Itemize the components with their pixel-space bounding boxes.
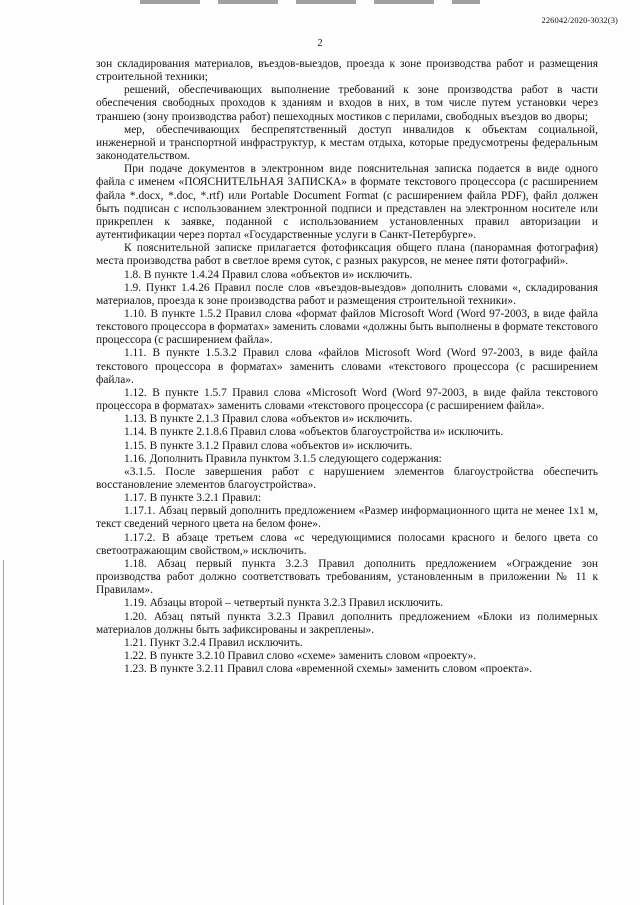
- item-1-17: 1.17. В пункте 3.2.1 Правил:: [124, 492, 262, 505]
- paragraph-photo-fixation: К пояснительной записке прилагается фотофиксация общего плана (панорамная фотография) места производства работ в светлое время суток, с разных ракурсов, не менее пяти фотографий».: [96, 242, 598, 268]
- item-1-15: 1.15. В пункте 3.1.2 Правил слова «объектов и» исключить.: [124, 439, 413, 452]
- scan-artifact-left: [3, 560, 4, 905]
- paragraph-storage-zones: зон складирования материалов, въездов-выездов, проезда к зоне производства работ и размещения строительной техники;: [96, 58, 598, 84]
- item-1-9: 1.9. Пункт 1.4.26 Правил после слов «въездов-выездов» дополнить словами «, складирования материалов, проезда к зоне производства работ и размещения строительной техники».: [96, 281, 598, 307]
- item-1-14: 1.14. В пункте 2.1.8.6 Правил слова «объектов благоустройства и» исключить.: [124, 426, 504, 439]
- document-number: 226042/2020-3032(3): [541, 15, 618, 25]
- document-body: [96, 58, 598, 676]
- item-1-22: 1.22. В пункте 3.2.10 Правил слово «схеме» заменить словом «проекту».: [124, 650, 477, 663]
- item-1-19: 1.19. Абзацы второй – четвертый пункта 3.2.3 Правил исключить.: [124, 597, 444, 610]
- item-1-17-1: 1.17.1. Абзац первый дополнить предложением «Размер информационного щита не менее 1x1 м, текст сведений черного цвета на белом фоне».: [96, 505, 598, 531]
- item-1-17-2: 1.17.2. В абзаце третьем слова «с чередующимися полосами красного и белого цвета со светоотражающим свойством,» исключить.: [96, 531, 598, 557]
- paragraph-decisions: решений, обеспечивающих выполнение требований к зоне производства работ в части обеспечения свободных проходов к зданиям и входов в них, в том числе путем установки через траншею (зону производства работ) пешеходных мостиков с перилами, свободных въездов во дворы;: [96, 84, 598, 123]
- item-3-1-5-text: «3.1.5. После завершения работ с нарушением элементов благоустройства обеспечить восстановление элементов благоустройства».: [96, 465, 598, 491]
- item-1-16: 1.16. Дополнить Правила пунктом 3.1.5 следующего содержания:: [124, 452, 442, 465]
- item-1-8: 1.8. В пункте 1.4.24 Правил слова «объектов и» исключить.: [124, 268, 413, 281]
- page-number: 2: [317, 38, 323, 49]
- paragraph-electronic-submission: При подаче документов в электронном виде пояснительная записка подается в виде одного файла с именем «ПОЯСНИТЕЛЬНАЯ ЗАПИСКА» в формате текстового процессора (с расширением файла *.docx, *.doc, *.rtf) или Portable Document Format (с расширением файла PDF), файл должен быть подписан с использованием электронной подписи и представлен на электронном носителе или прикреплен к заявке, поданной с использованием установленных правил авторизации и аутентификации через портал «Государственные услуги в Санкт-Петербурге».: [96, 163, 598, 242]
- item-1-12: 1.12. В пункте 1.5.7 Правил слова «Microsoft Word (Word 97-2003, в виде файла текстового процессора в форматах» заменить словами «текстового процессора (с расширением файла».: [96, 386, 598, 413]
- item-1-21: 1.21. Пункт 3.2.4 Правил исключить.: [124, 636, 303, 649]
- paragraph-accessibility: мер, обеспечивающих беспрепятственный доступ инвалидов к объектам социальной, инженерной и транспортной инфраструктур, к местам отдыха, которые предусмотрены федеральным законодательством.: [96, 123, 598, 163]
- item-1-10: 1.10. В пункте 1.5.2 Правил слова «формат файлов Microsoft Word (Word 97-2003, в виде файла текстового процессора в форматах» заменить словами «должны быть выполнены в формате текстового процессора (с расширением файла».: [96, 307, 598, 347]
- item-1-11: 1.11. В пункте 1.5.3.2 Правил слова «файлов Microsoft Word (Word 97-2003, в виде файла текстового процессора в форматах» заменить словами «текстового процессора (с расширением файла».: [96, 347, 598, 386]
- item-1-20: 1.20. Абзац пятый пункта 3.2.3 Правил дополнить предложением «Блоки из полимерных материалов должны быть зафиксированы и закреплены».: [96, 610, 598, 636]
- item-1-18: 1.18. Абзац первый пункта 3.2.3 Правил дополнить предложением «Ограждение зон производства работ должно соответствовать требованиям, установленным в приложении № 11 к Правилам».: [96, 557, 598, 597]
- item-1-23: 1.23. В пункте 3.2.11 Правил слова «временной схемы» заменить словом «проекта».: [124, 663, 533, 676]
- item-1-13: 1.13. В пункте 2.1.3 Правил слова «объектов и» исключить.: [124, 413, 413, 426]
- scan-artifact-top: [140, 0, 480, 4]
